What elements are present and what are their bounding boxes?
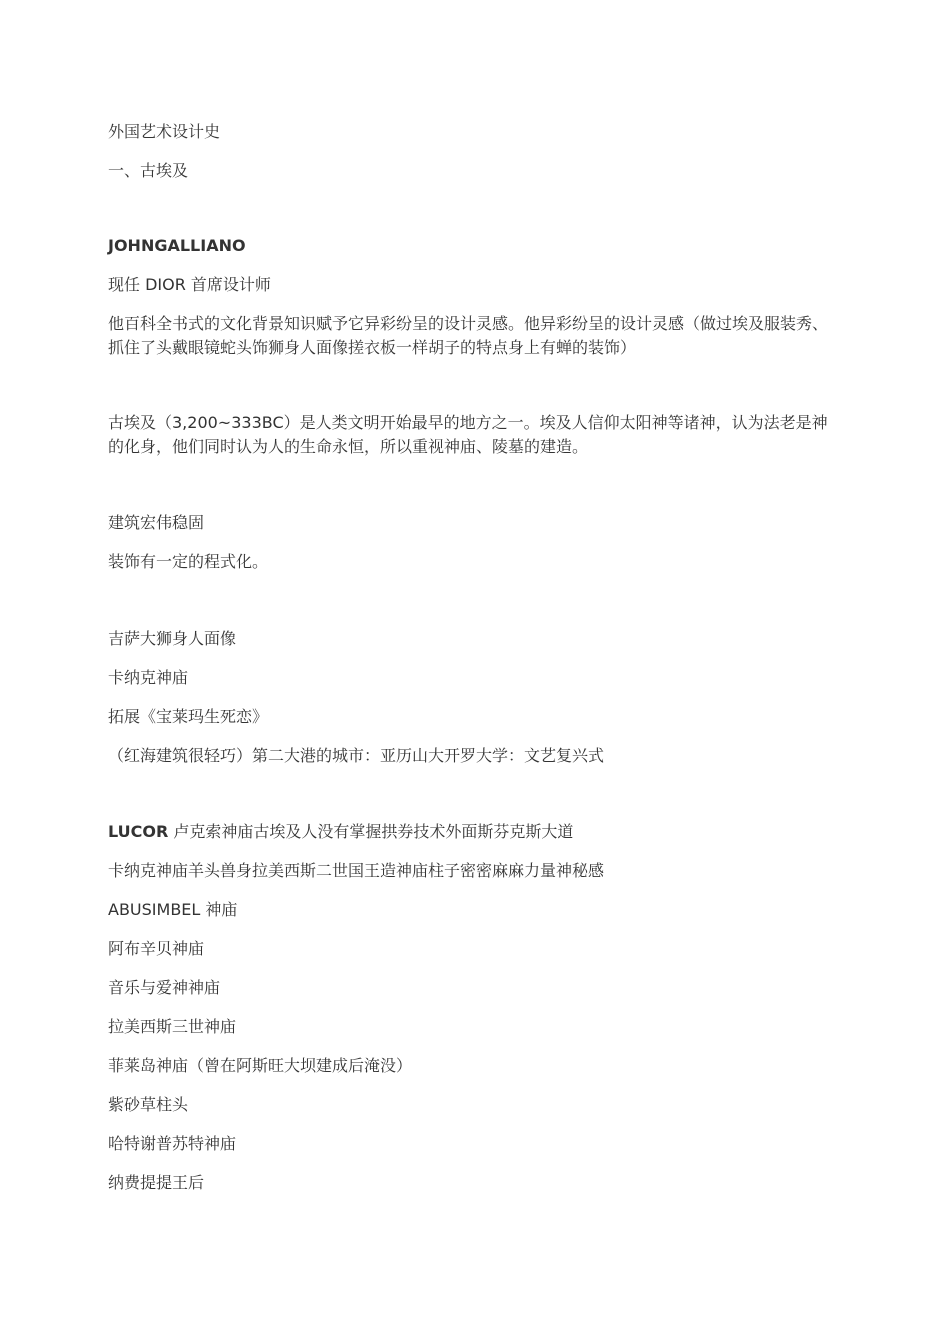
sphinx-item: 吉萨大狮身人面像 bbox=[108, 629, 237, 648]
section-heading: 一、古埃及 bbox=[108, 161, 189, 180]
lucor-label: LUCOR bbox=[108, 822, 169, 841]
decoration-feature: 装饰有一定的程式化。 bbox=[108, 552, 269, 571]
music-love-temple-item: 音乐与爱神神庙 bbox=[108, 978, 221, 997]
abuxinbei-item: 阿布辛贝神庙 bbox=[108, 939, 205, 958]
karnak-item: 卡纳克神庙 bbox=[108, 668, 189, 687]
egypt-intro-paragraph: 古埃及（3,200~333BC）是人类文明开始最早的地方之一。埃及人信仰太阳神等诸神，认为法老是神的化身，他们同时认为人的生命永恒，所以重视神庙、陵墓的建造。 bbox=[108, 413, 828, 456]
red-sea-item: （红海建筑很轻巧）第二大港的城市：亚历山大开罗大学：文艺复兴式 bbox=[108, 746, 605, 765]
karnak-detail-item: 卡纳克神庙羊头兽身拉美西斯二世国王造神庙柱子密密麻麻力量神秘感 bbox=[108, 861, 605, 880]
ramses3-temple-item: 拉美西斯三世神庙 bbox=[108, 1017, 237, 1036]
philae-temple-item: 菲莱岛神庙（曾在阿斯旺大坝建成后淹没） bbox=[108, 1056, 413, 1075]
designer-role: 现任 DIOR 首席设计师 bbox=[108, 275, 271, 294]
papyrus-capital-item: 紫砂草柱头 bbox=[108, 1095, 189, 1114]
designer-heading: JOHNGALLIANO bbox=[108, 236, 246, 255]
document-title: 外国艺术设计史 bbox=[108, 122, 221, 141]
extension-item: 拓展《宝莱玛生死恋》 bbox=[108, 707, 269, 726]
lucor-text: 卢克索神庙古埃及人没有掌握拱券技术外面斯芬克斯大道 bbox=[168, 822, 574, 841]
hatshepsut-temple-item: 哈特谢普苏特神庙 bbox=[108, 1134, 237, 1153]
nefertiti-item: 纳费提提王后 bbox=[108, 1173, 205, 1192]
abusimbel-item: ABUSIMBEL 神庙 bbox=[108, 900, 238, 919]
designer-description: 他百科全书式的文化背景知识赋予它异彩纷呈的设计灵感。他异彩纷呈的设计灵感（做过埃及服装秀、抓住了头戴眼镜蛇头饰狮身人面像搓衣板一样胡子的特点身上有蝉的装饰） bbox=[108, 314, 829, 357]
architecture-feature: 建筑宏伟稳固 bbox=[108, 513, 205, 532]
lucor-line bbox=[108, 820, 838, 844]
